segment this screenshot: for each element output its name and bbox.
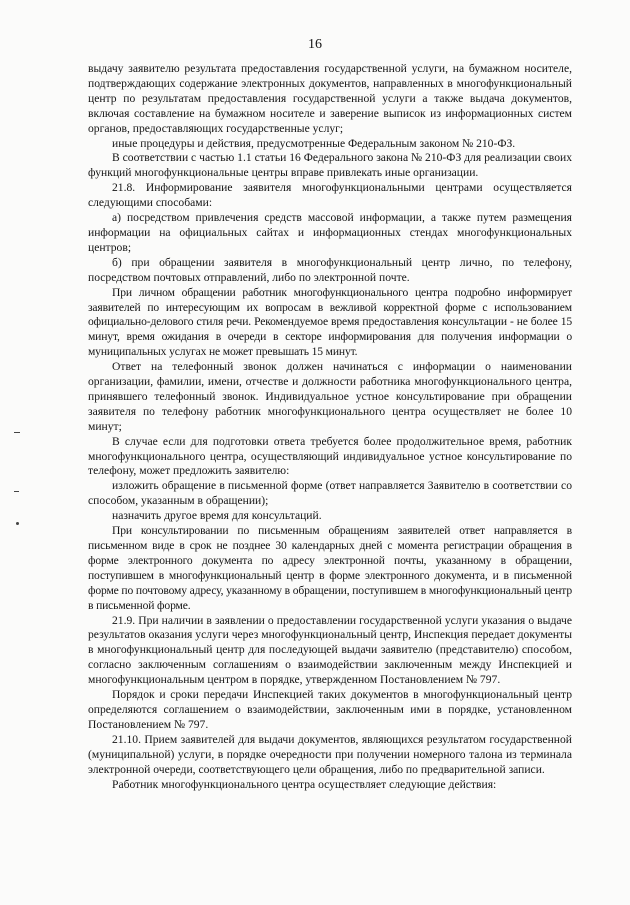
paragraph: Ответ на телефонный звонок должен начинаться с информации о наименовании организации, фамилии, имени, отчестве и должности работника многофункционального центра, принявшего телефонный звонок. Индивидуальное устное консультирование при обращении заявителя по телефону работник многофункционального центра осуществляет не более 10 минут; [88,360,572,433]
paragraph: 21.10. Прием заявителей для выдачи документов, являющихся результатом государственной (муниципальной) услуги, в порядке очередности при получении номерного талона из терминала электронной очереди, соответствующего цели обращения, либо по предварительной записи. [88,732,572,776]
paragraph: иные процедуры и действия, предусмотренные Федеральным законом № 210-ФЗ. [112,136,516,150]
paragraph: При консультировании по письменным обращениям заявителей ответ направляется в письменном виде в срок не позднее 30 календарных дней с момента регистрации обращения в форме электронного документа по адресу электронной почты, указанному в обращении, поступившем в многофункциональный центр в форме электронного документа, и в письменной форме по почтовому адресу, указанному в обращении, поступившем в многофункциональный центр в письменной форме. [88,524,572,612]
margin-mark [16,522,19,525]
paragraph: б) при обращении заявителя в многофункциональный центр лично, по телефону, посредством почтовых отправлений, либо по электронной почте. [88,255,572,284]
paragraph: выдачу заявителю результата предоставления государственной услуги, на бумажном носителе, подтверждающих содержание электронных документов, направленных в многофункциональный центр по результатам предоставления государственной услуги а также выдача документов, включая составление на бумажном носителе и заверение выписок из информационных систем органов, предоставляющих государственные услуг; [88,62,572,135]
paragraph: 21.8. Информирование заявителя многофункциональными центрами осуществляется следующими способами: [88,181,572,210]
paragraph: В случае если для подготовки ответа требуется более продолжительное время, работник многофункционального центра, осуществляющий индивидуальное устное консультирование по телефону, может предложить заявителю: [88,434,572,478]
paragraph: изложить обращение в письменной форме (ответ направляется Заявителю в соответствии со способом, указанным в обращении); [88,479,572,508]
paragraph: назначить другое время для консультаций. [112,509,322,523]
paragraph: 21.9. При наличии в заявлении о предоставлении государственной услуги указания о выдаче результатов оказания услуги через многофункциональный центр, Инспекция передает документы в многофункциональный центр для последующей выдачи заявителю (представителю) способом, согласно заключенным соглашениям о взаимодействии заключенным между Инспекцией и многофункциональным центром в порядке, утвержденном Постановлением № 797. [88,613,572,687]
margin-mark [14,432,20,433]
paragraph: Порядок и сроки передачи Инспекцией таких документов в многофункциональный центр определяются соглашением о взаимодействии, заключенным ими в порядке, установленном Постановлением № 797. [88,688,572,731]
paragraph: В соответствии с частью 1.1 статьи 16 Федерального закона № 210-ФЗ для реализации своих функций многофункциональные центры вправе привлекать иные организации. [88,151,572,180]
paragraph: Работник многофункционального центра осуществляет следующие действия: [112,777,497,791]
paragraph: При личном обращении работник многофункционального центра подробно информирует заявителей по интересующим их вопросам в вежливой корректной форме с использованием официально-делового стиля речи. Рекомендуемое время предоставления консультации - не более 15 минут, время ожидания в очереди в секторе информирования для получения информации о муниципальных услугах не может превышать 15 минут. [88,285,572,359]
page-number: 16 [308,37,322,52]
paragraph: а) посредством привлечения средств массовой информации, а также путем размещения информации на официальных сайтах и информационных стендах многофункциональных центров; [88,211,572,254]
document-body [88,62,572,792]
margin-mark [14,491,19,492]
